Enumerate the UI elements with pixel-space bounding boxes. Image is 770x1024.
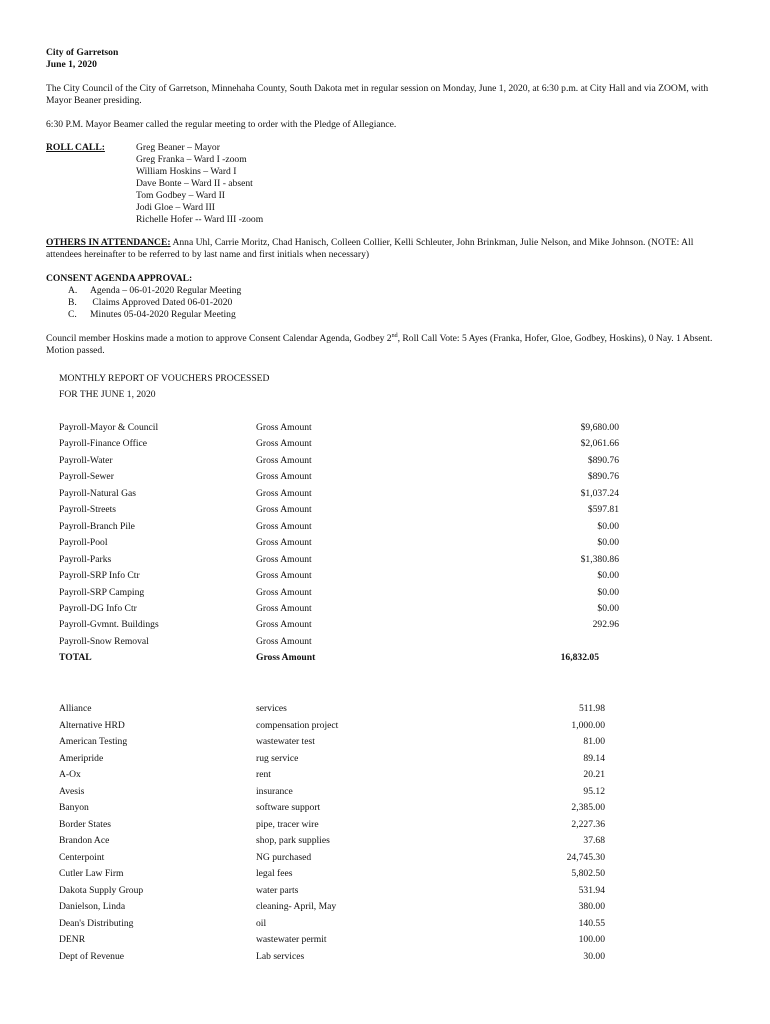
payroll-name: Payroll-Mayor & Council — [59, 422, 159, 433]
consent-item-letter: B. — [68, 297, 77, 308]
motion-paragraph — [46, 333, 722, 357]
payroll-type: Gross Amount — [256, 438, 312, 450]
payroll-row — [59, 438, 619, 454]
vendor-row — [59, 736, 605, 752]
vendor-name: Border States — [59, 818, 111, 830]
payroll-name: Payroll-SRP Camping — [59, 586, 145, 598]
others-label: OTHERS IN ATTENDANCE: — [46, 237, 171, 248]
vendor-name: Avesis — [59, 785, 85, 797]
vendor-row — [59, 720, 605, 736]
vendor-description: wastewater permit — [256, 934, 327, 945]
payroll-amount: $2,061.66 — [580, 438, 619, 450]
vendor-amount: 511.98 — [578, 703, 605, 714]
vendor-name: Ameripride — [59, 752, 104, 764]
vendor-description: wastewater test — [256, 736, 315, 747]
payroll-type: Gross Amount — [256, 520, 312, 532]
roll-call-member: Greg Beaner – Mayor — [136, 142, 220, 153]
vendor-name: Alternative HRD — [59, 719, 125, 731]
payroll-row — [59, 636, 619, 652]
payroll-amount: $1,037.24 — [580, 487, 619, 499]
vendor-description: insurance — [256, 785, 293, 797]
payroll-row — [59, 587, 619, 603]
city-name: City of Garretson — [46, 47, 119, 58]
vendor-description: cleaning- April, May — [256, 901, 337, 912]
payroll-total-label: TOTAL — [59, 652, 92, 664]
payroll-row — [59, 488, 619, 504]
vendor-name: Dean's Distributing — [59, 917, 134, 929]
payroll-row — [59, 504, 619, 520]
consent-title: CONSENT AGENDA APPROVAL: — [46, 273, 193, 284]
payroll-name: Payroll-DG Info Ctr — [59, 602, 137, 614]
vendor-row — [59, 786, 605, 802]
payroll-amount: $597.81 — [587, 504, 619, 516]
vendor-amount: 37.68 — [583, 835, 605, 846]
payroll-type: Gross Amount — [256, 619, 312, 631]
vendor-description: services — [256, 703, 287, 714]
payroll-amount: $0.00 — [597, 586, 619, 598]
payroll-type: Gross Amount — [256, 504, 312, 516]
payroll-amount: $9,680.00 — [580, 422, 619, 433]
vendor-amount: 24,745.30 — [566, 851, 605, 863]
payroll-type: Gross Amount — [256, 471, 312, 483]
vendor-description: pipe, tracer wire — [256, 818, 319, 830]
payroll-name: Payroll-Snow Removal — [59, 635, 149, 647]
payroll-row — [59, 537, 619, 553]
consent-item-text: Minutes 05-04-2020 Regular Meeting — [90, 309, 236, 320]
motion-sup: nd — [391, 332, 398, 339]
roll-call-member: Richelle Hofer -- Ward III -zoom — [136, 214, 264, 225]
vendor-name: American Testing — [59, 736, 128, 747]
payroll-name: Payroll-Branch Pile — [59, 520, 135, 532]
payroll-name: Payroll-Parks — [59, 553, 112, 565]
roll-call-list — [136, 142, 263, 226]
vendor-amount: 100.00 — [578, 934, 605, 945]
payroll-name: Payroll-Streets — [59, 504, 117, 516]
vendor-amount: 5,802.50 — [571, 868, 605, 879]
vendor-name: Centerpoint — [59, 851, 105, 863]
vendor-row — [59, 951, 605, 967]
vendor-description: oil — [256, 917, 267, 929]
roll-call-member: Greg Franka – Ward I -zoom — [136, 154, 247, 165]
payroll-amount: $1,380.86 — [580, 553, 619, 565]
vendor-name: A-Ox — [59, 769, 81, 780]
vendor-row — [59, 901, 605, 917]
vendor-description: software support — [256, 802, 321, 813]
call-to-order: 6:30 P.M. Mayor Beamer called the regular meeting to order with the Pledge of Allegiance. — [46, 119, 397, 130]
payroll-name: Payroll-Natural Gas — [59, 487, 136, 499]
payroll-type: Gross Amount — [256, 454, 312, 466]
vendor-amount: 380.00 — [578, 901, 605, 912]
payroll-row — [59, 521, 619, 537]
vendor-description: legal fees — [256, 868, 293, 879]
payroll-type: Gross Amount — [256, 537, 312, 549]
motion-text: Council member Hoskins made a motion to approve Consent Calendar Agenda, Godbey 2 — [46, 333, 392, 344]
vendor-row — [59, 934, 605, 950]
vendor-name: Danielson, Linda — [59, 901, 126, 912]
vendor-row — [59, 835, 605, 851]
payroll-name: Payroll-Finance Office — [59, 438, 148, 450]
vendor-row — [59, 703, 605, 719]
vendor-row — [59, 802, 605, 818]
vendor-row — [59, 769, 605, 785]
payroll-total-row — [59, 652, 619, 668]
roll-call-member: William Hoskins – Ward I — [136, 166, 237, 177]
payroll-type: Gross Amount — [256, 422, 312, 433]
roll-call-member: Tom Godbey – Ward II — [136, 190, 225, 201]
payroll-type: Gross Amount — [256, 570, 312, 582]
vendor-amount: 89.14 — [583, 752, 605, 764]
vendor-amount: 81.00 — [583, 736, 605, 747]
payroll-type: Gross Amount — [256, 487, 312, 499]
payroll-amount: 292.96 — [592, 619, 619, 631]
vendor-description: NG purchased — [256, 851, 312, 863]
payroll-row — [59, 603, 619, 619]
vendor-row — [59, 819, 605, 835]
report-subtitle: FOR THE JUNE 1, 2020 — [59, 389, 156, 400]
payroll-row — [59, 570, 619, 586]
vendor-name: Alliance — [59, 703, 92, 714]
vendor-name: Banyon — [59, 802, 89, 813]
payroll-row — [59, 455, 619, 471]
vendor-description: shop, park supplies — [256, 835, 330, 846]
payroll-amount: $890.76 — [587, 471, 619, 483]
consent-list — [68, 285, 241, 321]
consent-item — [68, 309, 241, 321]
intro-paragraph: The City Council of the City of Garretson, Minnehaha County, South Dakota met in regular session on Monday, June 1, 2020, at 6:30 p.m. at City Hall and via ZOOM, with Mayor Beaner presiding. — [46, 83, 709, 106]
payroll-amount: $0.00 — [597, 537, 619, 549]
vendor-row — [59, 753, 605, 769]
payroll-amount: $890.76 — [587, 454, 619, 466]
vendor-amount: 140.55 — [578, 917, 605, 929]
payroll-amount: $0.00 — [597, 570, 619, 582]
vendor-amount: 95.12 — [583, 785, 605, 797]
payroll-total-type: Gross Amount — [256, 652, 316, 664]
payroll-type: Gross Amount — [256, 553, 312, 565]
vendor-row — [59, 868, 605, 884]
vendor-description: rent — [256, 769, 271, 780]
roll-call-member: Jodi Gloe – Ward III — [136, 202, 215, 213]
payroll-name: Payroll-SRP Info Ctr — [59, 570, 140, 582]
roll-call-member: Dave Bonte – Ward II - absent — [136, 178, 253, 189]
payroll-type: Gross Amount — [256, 635, 312, 647]
vendor-name: Cutler Law Firm — [59, 868, 124, 879]
consent-item-text: Claims Approved Dated 06-01-2020 — [90, 297, 233, 308]
payroll-name: Payroll-Pool — [59, 537, 108, 549]
vendor-name: Dept of Revenue — [59, 950, 125, 962]
motion-text-after: , Roll Call Vote: 5 Ayes (Franka, Hofer, Gloe, Godbey, Hoskins), 0 Nay. 1 Absent. Motion passed. — [46, 333, 713, 356]
consent-item-text: Agenda – 06-01-2020 Regular Meeting — [90, 285, 242, 296]
consent-item-letter: A. — [68, 285, 78, 296]
vendor-amount: 20.21 — [583, 769, 605, 780]
vendor-name: Brandon Ace — [59, 835, 110, 846]
roll-call-label: ROLL CALL: — [46, 142, 105, 153]
vendor-amount: 531.94 — [578, 884, 605, 896]
vendor-amount: 1,000.00 — [571, 719, 605, 731]
report-title: MONTHLY REPORT OF VOUCHERS PROCESSED — [59, 373, 270, 384]
vendor-description: compensation project — [256, 719, 339, 731]
vendor-name: Dakota Supply Group — [59, 884, 144, 896]
vendor-name: DENR — [59, 934, 86, 945]
payroll-name: Payroll-Sewer — [59, 471, 114, 483]
vendor-description: Lab services — [256, 950, 305, 962]
consent-item-letter: C. — [68, 309, 77, 320]
consent-item — [68, 297, 241, 309]
vendor-description: rug service — [256, 752, 299, 764]
payroll-name: Payroll-Water — [59, 454, 113, 466]
payroll-row — [59, 554, 619, 570]
payroll-type: Gross Amount — [256, 602, 312, 614]
payroll-name: Payroll-Gvmnt. Buildings — [59, 619, 159, 631]
vendor-row — [59, 885, 605, 901]
others-text: Anna Uhl, Carrie Moritz, Chad Hanisch, Colleen Collier, Kelli Schleuter, John Brinkman, Julie Nelson, and Mike Johnson. (NOTE: All attendees hereinafter to be referred to by last name and first initials when necessary) — [46, 237, 694, 260]
payroll-row — [59, 619, 619, 635]
vendor-amount: 30.00 — [583, 950, 605, 962]
payroll-amount: $0.00 — [597, 602, 619, 614]
others-in-attendance — [46, 237, 722, 261]
payroll-row — [59, 422, 619, 438]
payroll-total-amount: 16,832.05 — [560, 652, 599, 664]
meeting-date: June 1, 2020 — [46, 59, 97, 70]
vendor-amount: 2,227.36 — [571, 818, 605, 830]
vendor-row — [59, 852, 605, 868]
payroll-row — [59, 471, 619, 487]
vendor-row — [59, 918, 605, 934]
payroll-type: Gross Amount — [256, 586, 312, 598]
payroll-amount: $0.00 — [597, 520, 619, 532]
vendor-amount: 2,385.00 — [571, 802, 605, 813]
vendor-description: water parts — [256, 884, 299, 896]
consent-item — [68, 285, 241, 297]
